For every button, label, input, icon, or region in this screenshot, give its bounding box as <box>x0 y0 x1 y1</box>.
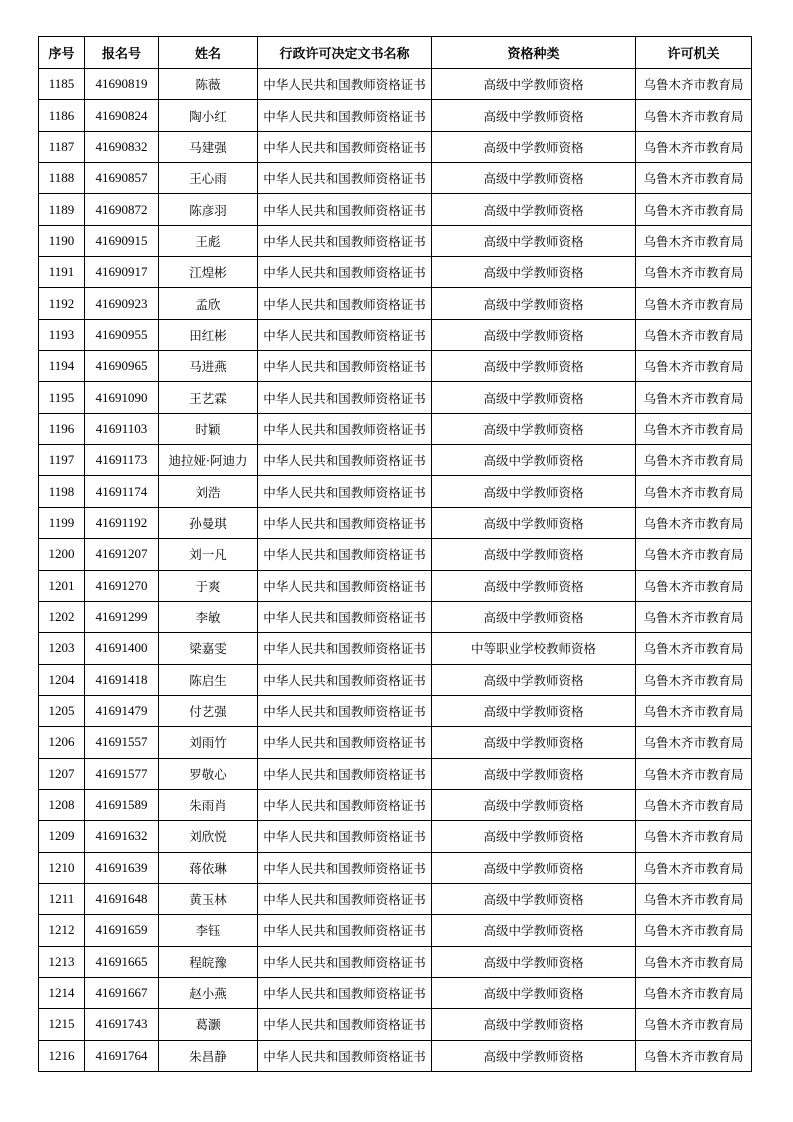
license-table <box>38 36 752 1072</box>
table-row <box>39 382 752 413</box>
cell-licensing-authority: 乌鲁木齐市教育局 <box>636 413 752 444</box>
cell-qualification-type: 高级中学教师资格 <box>432 539 636 570</box>
cell-serial: 1200 <box>39 539 85 570</box>
cell-qualification-type: 高级中学教师资格 <box>432 288 636 319</box>
cell-licensing-authority: 乌鲁木齐市教育局 <box>636 915 752 946</box>
cell-licensing-authority: 乌鲁木齐市教育局 <box>636 821 752 852</box>
cell-document-name: 中华人民共和国教师资格证书 <box>258 946 432 977</box>
cell-serial: 1212 <box>39 915 85 946</box>
cell-name: 付艺强 <box>159 695 258 726</box>
cell-serial: 1214 <box>39 977 85 1008</box>
cell-licensing-authority: 乌鲁木齐市教育局 <box>636 257 752 288</box>
cell-name: 马进燕 <box>159 351 258 382</box>
cell-qualification-type: 高级中学教师资格 <box>432 852 636 883</box>
cell-document-name: 中华人民共和国教师资格证书 <box>258 445 432 476</box>
table-row <box>39 445 752 476</box>
cell-serial: 1210 <box>39 852 85 883</box>
cell-document-name: 中华人民共和国教师资格证书 <box>258 476 432 507</box>
cell-name: 葛灏 <box>159 1009 258 1040</box>
cell-licensing-authority: 乌鲁木齐市教育局 <box>636 1040 752 1071</box>
cell-serial: 1211 <box>39 883 85 914</box>
cell-name: 程皖豫 <box>159 946 258 977</box>
cell-licensing-authority: 乌鲁木齐市教育局 <box>636 852 752 883</box>
cell-licensing-authority: 乌鲁木齐市教育局 <box>636 288 752 319</box>
cell-registration-no: 41691299 <box>85 601 159 632</box>
cell-serial: 1202 <box>39 601 85 632</box>
cell-registration-no: 41691173 <box>85 445 159 476</box>
table-row <box>39 727 752 758</box>
cell-name: 马建强 <box>159 131 258 162</box>
cell-name: 田红彬 <box>159 319 258 350</box>
cell-serial: 1208 <box>39 789 85 820</box>
cell-document-name: 中华人民共和国教师资格证书 <box>258 601 432 632</box>
cell-registration-no: 41691659 <box>85 915 159 946</box>
cell-document-name: 中华人民共和国教师资格证书 <box>258 664 432 695</box>
cell-qualification-type: 高级中学教师资格 <box>432 758 636 789</box>
cell-licensing-authority: 乌鲁木齐市教育局 <box>636 570 752 601</box>
cell-qualification-type: 高级中学教师资格 <box>432 695 636 726</box>
cell-serial: 1203 <box>39 633 85 664</box>
cell-serial: 1207 <box>39 758 85 789</box>
cell-serial: 1204 <box>39 664 85 695</box>
cell-qualification-type: 高级中学教师资格 <box>432 789 636 820</box>
cell-document-name: 中华人民共和国教师资格证书 <box>258 413 432 444</box>
cell-qualification-type: 高级中学教师资格 <box>432 946 636 977</box>
cell-document-name: 中华人民共和国教师资格证书 <box>258 915 432 946</box>
cell-licensing-authority: 乌鲁木齐市教育局 <box>636 131 752 162</box>
cell-document-name: 中华人民共和国教师资格证书 <box>258 789 432 820</box>
cell-licensing-authority: 乌鲁木齐市教育局 <box>636 382 752 413</box>
cell-name: 刘一凡 <box>159 539 258 570</box>
cell-licensing-authority: 乌鲁木齐市教育局 <box>636 727 752 758</box>
cell-licensing-authority: 乌鲁木齐市教育局 <box>636 194 752 225</box>
table-row <box>39 413 752 444</box>
cell-registration-no: 41691743 <box>85 1009 159 1040</box>
cell-registration-no: 41691764 <box>85 1040 159 1071</box>
cell-qualification-type: 高级中学教师资格 <box>432 1009 636 1040</box>
cell-name: 李钰 <box>159 915 258 946</box>
cell-document-name: 中华人民共和国教师资格证书 <box>258 382 432 413</box>
cell-qualification-type: 高级中学教师资格 <box>432 163 636 194</box>
cell-document-name: 中华人民共和国教师资格证书 <box>258 319 432 350</box>
cell-registration-no: 41691577 <box>85 758 159 789</box>
cell-name: 朱雨肖 <box>159 789 258 820</box>
cell-qualification-type: 高级中学教师资格 <box>432 821 636 852</box>
cell-serial: 1189 <box>39 194 85 225</box>
cell-licensing-authority: 乌鲁木齐市教育局 <box>636 319 752 350</box>
cell-qualification-type: 高级中学教师资格 <box>432 601 636 632</box>
table-row <box>39 131 752 162</box>
cell-qualification-type: 高级中学教师资格 <box>432 69 636 100</box>
cell-name: 李敏 <box>159 601 258 632</box>
cell-serial: 1201 <box>39 570 85 601</box>
cell-qualification-type: 高级中学教师资格 <box>432 727 636 758</box>
cell-licensing-authority: 乌鲁木齐市教育局 <box>636 946 752 977</box>
cell-registration-no: 41691400 <box>85 633 159 664</box>
cell-licensing-authority: 乌鲁木齐市教育局 <box>636 695 752 726</box>
cell-serial: 1185 <box>39 69 85 100</box>
cell-document-name: 中华人民共和国教师资格证书 <box>258 1009 432 1040</box>
cell-registration-no: 41691648 <box>85 883 159 914</box>
cell-licensing-authority: 乌鲁木齐市教育局 <box>636 539 752 570</box>
cell-licensing-authority: 乌鲁木齐市教育局 <box>636 225 752 256</box>
cell-document-name: 中华人民共和国教师资格证书 <box>258 1040 432 1071</box>
table-row <box>39 288 752 319</box>
cell-licensing-authority: 乌鲁木齐市教育局 <box>636 601 752 632</box>
cell-qualification-type: 高级中学教师资格 <box>432 413 636 444</box>
cell-document-name: 中华人民共和国教师资格证书 <box>258 69 432 100</box>
table-row <box>39 69 752 100</box>
cell-licensing-authority: 乌鲁木齐市教育局 <box>636 351 752 382</box>
cell-registration-no: 41691090 <box>85 382 159 413</box>
cell-serial: 1186 <box>39 100 85 131</box>
cell-registration-no: 41691557 <box>85 727 159 758</box>
cell-document-name: 中华人民共和国教师资格证书 <box>258 194 432 225</box>
cell-qualification-type: 高级中学教师资格 <box>432 382 636 413</box>
cell-qualification-type: 高级中学教师资格 <box>432 351 636 382</box>
cell-registration-no: 41690832 <box>85 131 159 162</box>
cell-registration-no: 41691639 <box>85 852 159 883</box>
cell-registration-no: 41690872 <box>85 194 159 225</box>
cell-qualification-type: 高级中学教师资格 <box>432 319 636 350</box>
cell-serial: 1199 <box>39 507 85 538</box>
cell-name: 迪拉娅·阿迪力 <box>159 445 258 476</box>
cell-qualification-type: 高级中学教师资格 <box>432 131 636 162</box>
cell-registration-no: 41690955 <box>85 319 159 350</box>
cell-licensing-authority: 乌鲁木齐市教育局 <box>636 507 752 538</box>
cell-document-name: 中华人民共和国教师资格证书 <box>258 695 432 726</box>
table-row <box>39 539 752 570</box>
cell-licensing-authority: 乌鲁木齐市教育局 <box>636 163 752 194</box>
cell-registration-no: 41691589 <box>85 789 159 820</box>
cell-licensing-authority: 乌鲁木齐市教育局 <box>636 1009 752 1040</box>
cell-document-name: 中华人民共和国教师资格证书 <box>258 821 432 852</box>
cell-registration-no: 41691632 <box>85 821 159 852</box>
header-registration-no: 报名号 <box>85 37 159 69</box>
cell-name: 江煌彬 <box>159 257 258 288</box>
cell-serial: 1209 <box>39 821 85 852</box>
table-row <box>39 852 752 883</box>
cell-serial: 1205 <box>39 695 85 726</box>
table-row <box>39 977 752 1008</box>
cell-name: 陈薇 <box>159 69 258 100</box>
cell-name: 刘浩 <box>159 476 258 507</box>
cell-serial: 1188 <box>39 163 85 194</box>
cell-document-name: 中华人民共和国教师资格证书 <box>258 852 432 883</box>
cell-serial: 1194 <box>39 351 85 382</box>
cell-document-name: 中华人民共和国教师资格证书 <box>258 883 432 914</box>
cell-serial: 1197 <box>39 445 85 476</box>
cell-registration-no: 41691479 <box>85 695 159 726</box>
table-row <box>39 1009 752 1040</box>
cell-registration-no: 41690915 <box>85 225 159 256</box>
cell-serial: 1206 <box>39 727 85 758</box>
header-name: 姓名 <box>159 37 258 69</box>
table-row <box>39 163 752 194</box>
table-row <box>39 476 752 507</box>
cell-name: 梁嘉雯 <box>159 633 258 664</box>
header-row <box>39 37 752 69</box>
cell-document-name: 中华人民共和国教师资格证书 <box>258 570 432 601</box>
table-body <box>39 69 752 1072</box>
cell-registration-no: 41691207 <box>85 539 159 570</box>
table-row <box>39 946 752 977</box>
table-row <box>39 664 752 695</box>
table-row <box>39 821 752 852</box>
cell-name: 王心雨 <box>159 163 258 194</box>
cell-licensing-authority: 乌鲁木齐市教育局 <box>636 69 752 100</box>
cell-registration-no: 41691667 <box>85 977 159 1008</box>
table-row <box>39 225 752 256</box>
cell-document-name: 中华人民共和国教师资格证书 <box>258 288 432 319</box>
table-row <box>39 758 752 789</box>
cell-serial: 1213 <box>39 946 85 977</box>
table-row <box>39 633 752 664</box>
cell-document-name: 中华人民共和国教师资格证书 <box>258 163 432 194</box>
cell-qualification-type: 高级中学教师资格 <box>432 100 636 131</box>
cell-document-name: 中华人民共和国教师资格证书 <box>258 351 432 382</box>
header-licensing-authority: 许可机关 <box>636 37 752 69</box>
cell-name: 孙曼琪 <box>159 507 258 538</box>
cell-registration-no: 41690965 <box>85 351 159 382</box>
cell-serial: 1216 <box>39 1040 85 1071</box>
cell-name: 王艺霖 <box>159 382 258 413</box>
cell-document-name: 中华人民共和国教师资格证书 <box>258 758 432 789</box>
cell-licensing-authority: 乌鲁木齐市教育局 <box>636 476 752 507</box>
cell-document-name: 中华人民共和国教师资格证书 <box>258 977 432 1008</box>
cell-qualification-type: 高级中学教师资格 <box>432 257 636 288</box>
cell-licensing-authority: 乌鲁木齐市教育局 <box>636 883 752 914</box>
cell-name: 于爽 <box>159 570 258 601</box>
cell-registration-no: 41690819 <box>85 69 159 100</box>
cell-serial: 1193 <box>39 319 85 350</box>
table-row <box>39 351 752 382</box>
cell-document-name: 中华人民共和国教师资格证书 <box>258 257 432 288</box>
cell-name: 赵小燕 <box>159 977 258 1008</box>
cell-document-name: 中华人民共和国教师资格证书 <box>258 131 432 162</box>
cell-name: 陈彦羽 <box>159 194 258 225</box>
table-row <box>39 319 752 350</box>
cell-document-name: 中华人民共和国教师资格证书 <box>258 539 432 570</box>
table-row <box>39 100 752 131</box>
cell-serial: 1195 <box>39 382 85 413</box>
cell-name: 陈启生 <box>159 664 258 695</box>
cell-document-name: 中华人民共和国教师资格证书 <box>258 507 432 538</box>
cell-name: 王彪 <box>159 225 258 256</box>
cell-registration-no: 41690917 <box>85 257 159 288</box>
cell-qualification-type: 高级中学教师资格 <box>432 664 636 695</box>
cell-name: 孟欣 <box>159 288 258 319</box>
cell-serial: 1190 <box>39 225 85 256</box>
cell-qualification-type: 高级中学教师资格 <box>432 476 636 507</box>
table-row <box>39 507 752 538</box>
cell-serial: 1215 <box>39 1009 85 1040</box>
cell-qualification-type: 高级中学教师资格 <box>432 507 636 538</box>
cell-qualification-type: 高级中学教师资格 <box>432 915 636 946</box>
cell-qualification-type: 高级中学教师资格 <box>432 194 636 225</box>
cell-registration-no: 41691270 <box>85 570 159 601</box>
cell-serial: 1198 <box>39 476 85 507</box>
cell-registration-no: 41690923 <box>85 288 159 319</box>
cell-qualification-type: 中等职业学校教师资格 <box>432 633 636 664</box>
cell-name: 黄玉林 <box>159 883 258 914</box>
cell-licensing-authority: 乌鲁木齐市教育局 <box>636 664 752 695</box>
cell-registration-no: 41691174 <box>85 476 159 507</box>
cell-qualification-type: 高级中学教师资格 <box>432 1040 636 1071</box>
cell-qualification-type: 高级中学教师资格 <box>432 225 636 256</box>
table-row <box>39 601 752 632</box>
cell-document-name: 中华人民共和国教师资格证书 <box>258 225 432 256</box>
cell-name: 罗敬心 <box>159 758 258 789</box>
header-serial: 序号 <box>39 37 85 69</box>
cell-serial: 1192 <box>39 288 85 319</box>
cell-name: 朱昌静 <box>159 1040 258 1071</box>
cell-registration-no: 41690857 <box>85 163 159 194</box>
table-row <box>39 194 752 225</box>
cell-licensing-authority: 乌鲁木齐市教育局 <box>636 445 752 476</box>
cell-qualification-type: 高级中学教师资格 <box>432 445 636 476</box>
cell-name: 时颖 <box>159 413 258 444</box>
cell-document-name: 中华人民共和国教师资格证书 <box>258 727 432 758</box>
cell-document-name: 中华人民共和国教师资格证书 <box>258 100 432 131</box>
table-row <box>39 789 752 820</box>
cell-licensing-authority: 乌鲁木齐市教育局 <box>636 100 752 131</box>
cell-qualification-type: 高级中学教师资格 <box>432 570 636 601</box>
table-row <box>39 1040 752 1071</box>
table-row <box>39 883 752 914</box>
cell-licensing-authority: 乌鲁木齐市教育局 <box>636 758 752 789</box>
cell-registration-no: 41691665 <box>85 946 159 977</box>
cell-qualification-type: 高级中学教师资格 <box>432 883 636 914</box>
cell-name: 蒋依琳 <box>159 852 258 883</box>
cell-licensing-authority: 乌鲁木齐市教育局 <box>636 977 752 1008</box>
cell-document-name: 中华人民共和国教师资格证书 <box>258 633 432 664</box>
cell-serial: 1191 <box>39 257 85 288</box>
cell-registration-no: 41691418 <box>85 664 159 695</box>
table-row <box>39 257 752 288</box>
cell-licensing-authority: 乌鲁木齐市教育局 <box>636 633 752 664</box>
table-row <box>39 915 752 946</box>
header-qualification-type: 资格种类 <box>432 37 636 69</box>
cell-serial: 1196 <box>39 413 85 444</box>
header-document-name: 行政许可决定文书名称 <box>258 37 432 69</box>
table-header <box>39 37 752 69</box>
cell-name: 陶小红 <box>159 100 258 131</box>
cell-registration-no: 41691192 <box>85 507 159 538</box>
cell-name: 刘雨竹 <box>159 727 258 758</box>
cell-registration-no: 41690824 <box>85 100 159 131</box>
cell-name: 刘欣悦 <box>159 821 258 852</box>
cell-registration-no: 41691103 <box>85 413 159 444</box>
cell-serial: 1187 <box>39 131 85 162</box>
cell-qualification-type: 高级中学教师资格 <box>432 977 636 1008</box>
cell-licensing-authority: 乌鲁木齐市教育局 <box>636 789 752 820</box>
table-row <box>39 695 752 726</box>
table-row <box>39 570 752 601</box>
